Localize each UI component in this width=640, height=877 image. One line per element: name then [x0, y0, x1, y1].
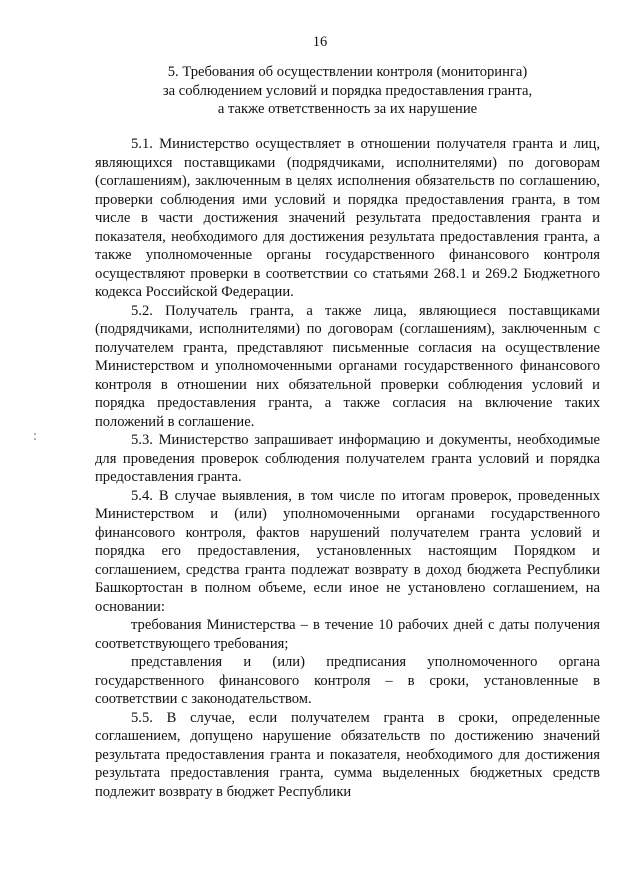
section-title-line: а также ответственность за их нарушение	[217, 101, 478, 117]
paragraph-demand: требования Министерства – в течение 10 рабочих дней с даты получения соответствующего требования;	[95, 617, 600, 652]
paragraph-5-3: 5.3. Министерство запрашивает информацию и документы, необходимые для проведения проверок соблюдения получателем гранта условий и порядка предоставления гранта.	[95, 432, 600, 485]
document-body	[95, 135, 600, 801]
paragraph-5-2: 5.2. Получатель гранта, а также лица, являющиеся поставщиками (подрядчиками, исполнителями) по договорам (соглашениям), заключенным с получателем гранта, представляют письменные согласия на осуществление Министерством и уполномоченными органами государственного финансового контроля в отношении них обязательной проверки соблюдения условий и порядка предоставления гранта, а также согласия на включение таких положений в соглашение.	[95, 302, 600, 430]
paragraph-5-1: 5.1. Министерство осуществляет в отношении получателя гранта и лиц, являющихся поставщиками (подрядчиками, исполнителями) по договорам (соглашениям), заключенным в целях исполнения обязательств по соглашению, проверки соблюдения ими условий и порядка предоставления гранта, в том числе в части достижения значений результата предоставления гранта и показателя, необходимого для достижения результата предоставления гранта, а также уполномоченные органы государственного финансового контроля осуществляют проверки в соответствии со статьями 268.1 и 269.2 Бюджетного кодекса Российской Федерации.	[95, 136, 600, 300]
page-number: 16	[312, 34, 328, 50]
scan-speck	[34, 433, 36, 435]
paragraph-5-5: 5.5. В случае, если получателем гранта в сроки, определенные соглашением, допущено нарушение обязательств по достижению значений результата предоставления гранта и показателя, необходимого для достижения результата предоставления гранта, сумма выделенных бюджетных средств подлежит возврату в бюджет Республики	[95, 709, 600, 800]
section-title-line: за соблюдением условий и порядка предоставления гранта,	[162, 82, 533, 99]
paragraph-5-4: 5.4. В случае выявления, в том числе по итогам проверок, проведенных Министерством и (или) уполномоченными органами государственного финансового контроля, фактов нарушений получателем гранта условий и порядка его предоставления, установленных настоящим Порядком и соглашением, средства гранта подлежат возврату в доход бюджета Республики Башкортостан в полном объеме, если иное не установлено соглашением, на основании:	[95, 487, 600, 615]
scan-speck	[34, 438, 36, 440]
paragraph-representation: представления и (или) предписания уполномоченного органа государственного финансового контроля – в сроки, установленные в соответствии с законодательством.	[95, 654, 600, 707]
section-title-line: 5. Требования об осуществлении контроля (мониторинга)	[167, 64, 528, 80]
section-title	[95, 63, 600, 119]
